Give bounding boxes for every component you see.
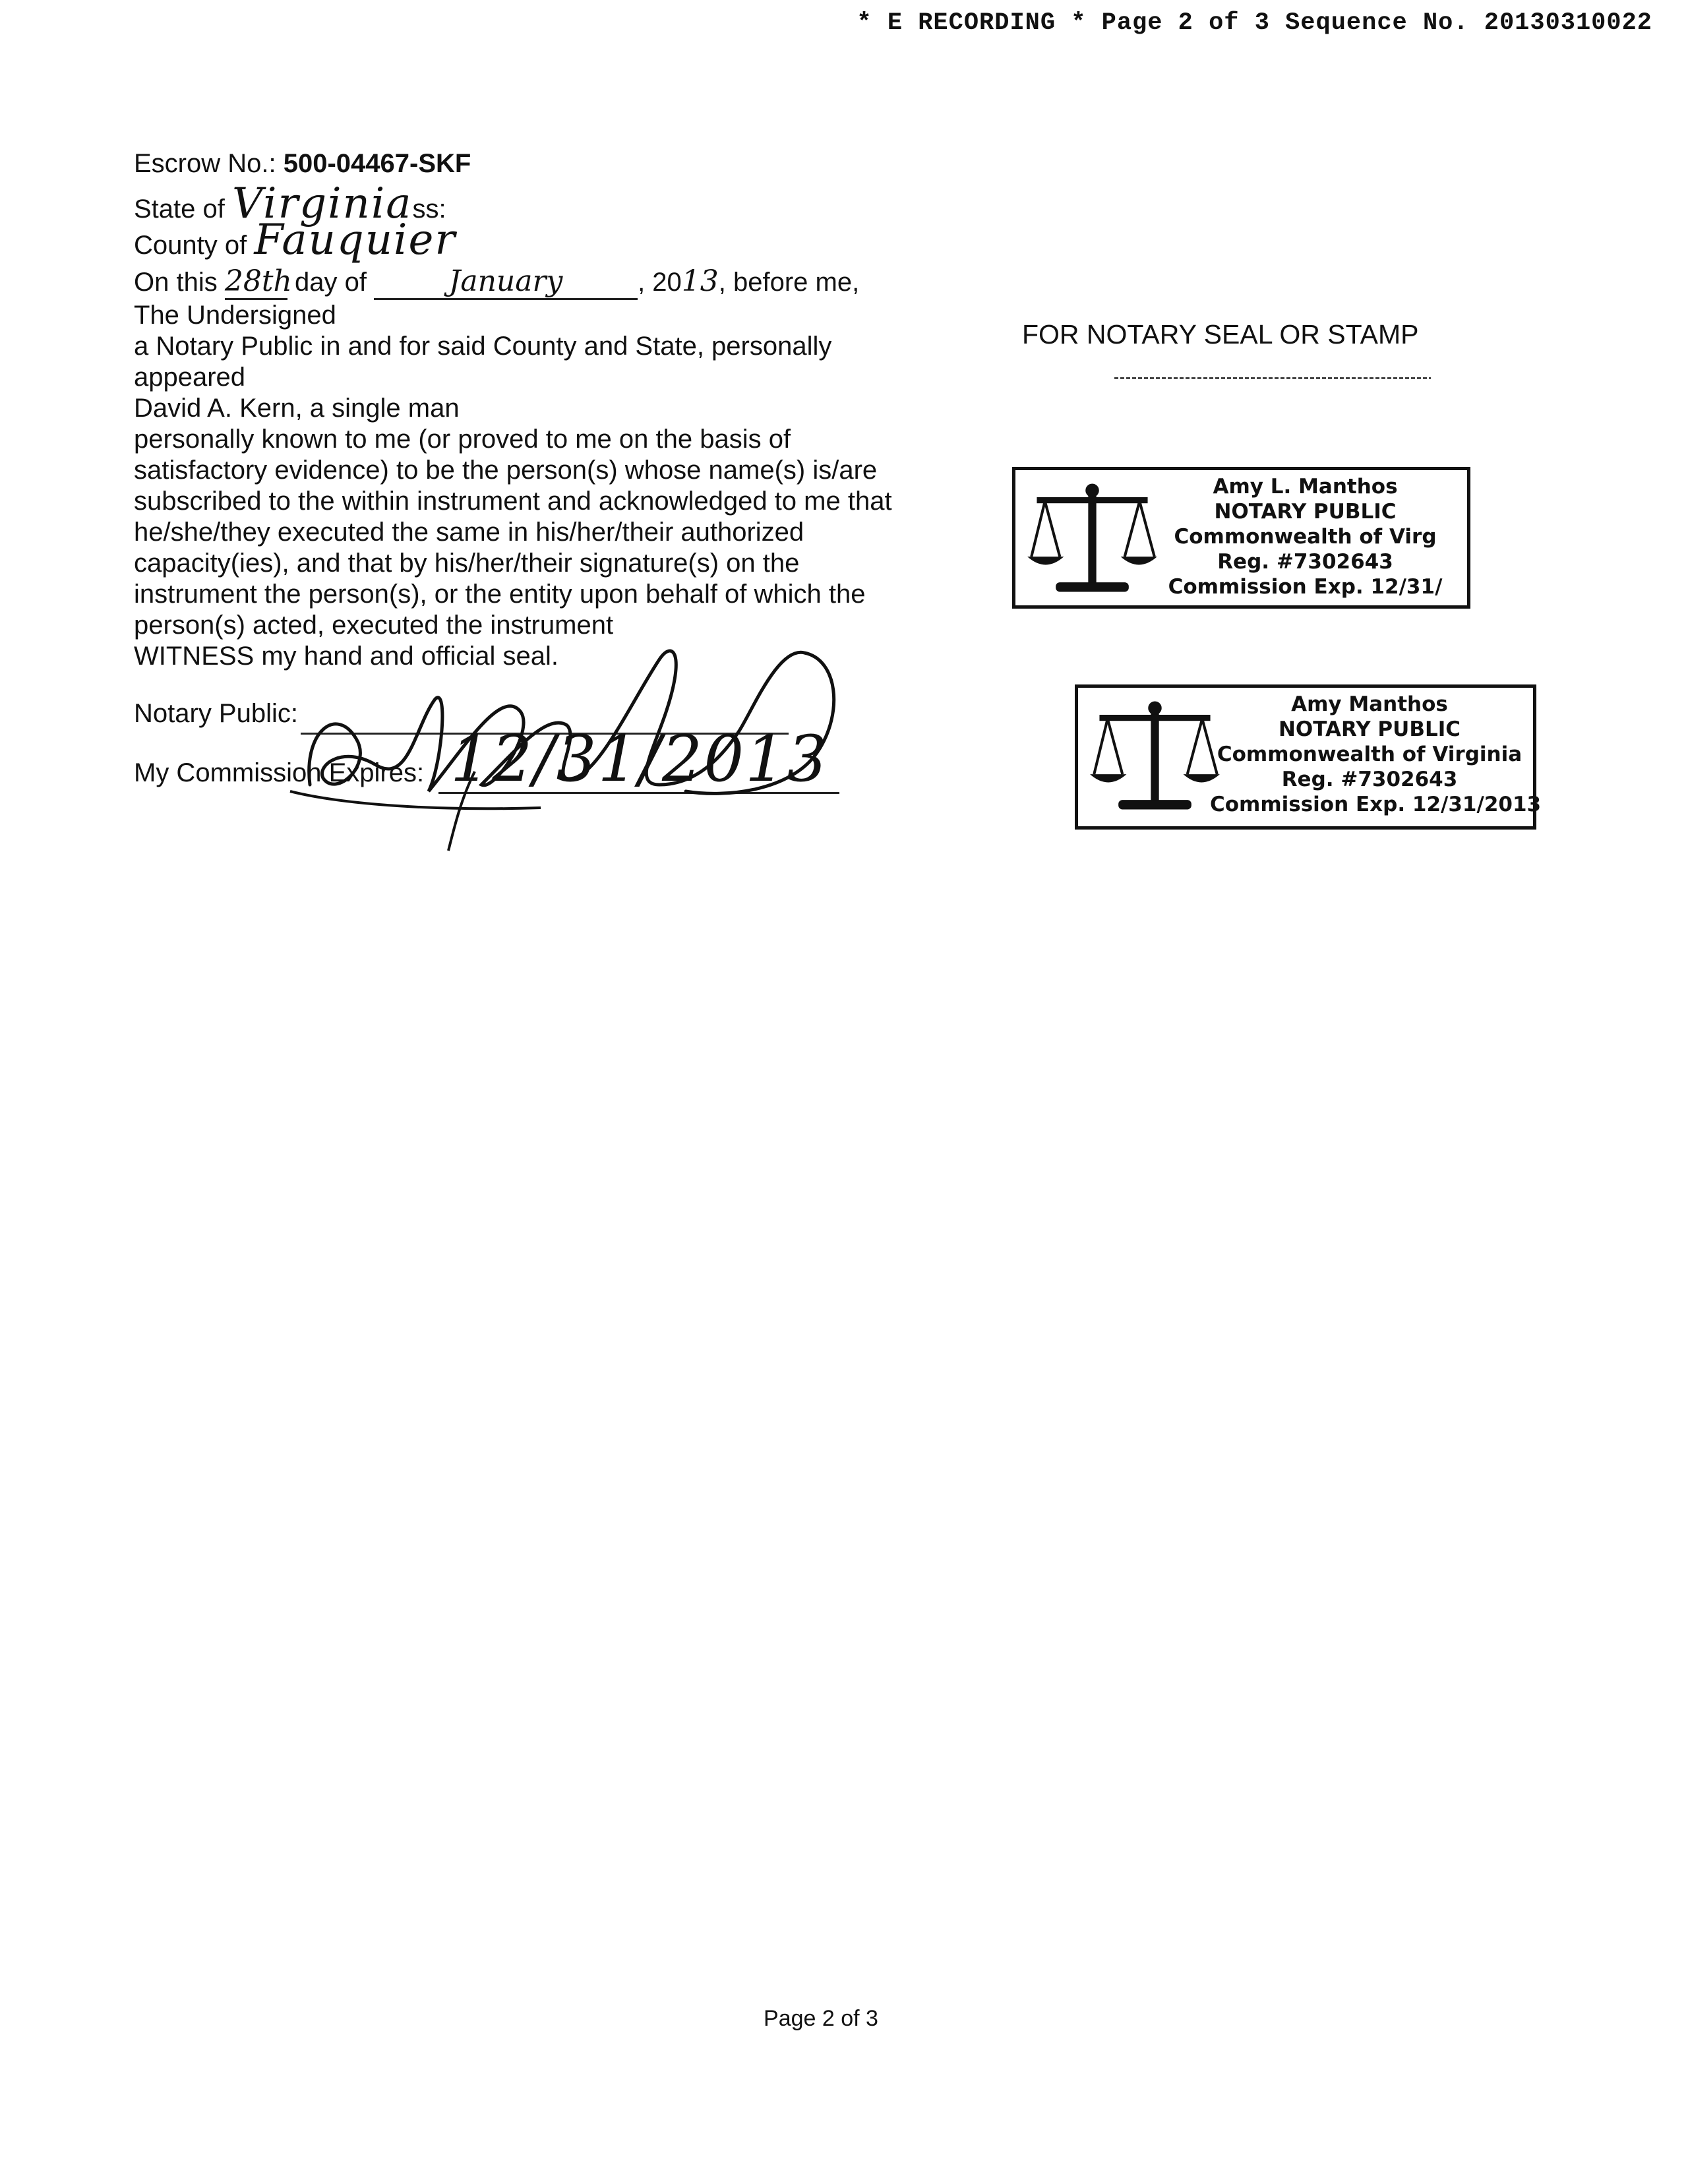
stamp-expiration: Commission Exp. 12/31/ bbox=[1168, 575, 1443, 599]
acknowledgment-block bbox=[134, 148, 945, 797]
stamp-jurisdiction: Commonwealth of Virg bbox=[1174, 525, 1437, 549]
county-line bbox=[134, 216, 945, 264]
notary-stamp bbox=[1012, 467, 1470, 609]
state-suffix: ss: bbox=[412, 195, 446, 224]
notary-intro: a Notary Public in and for said County and State, personally bbox=[134, 332, 832, 361]
escrow-number: 500-04467-SKF bbox=[283, 149, 471, 178]
commission-line bbox=[438, 792, 839, 794]
seal-area-label: FOR NOTARY SEAL OR STAMP bbox=[1022, 319, 1419, 349]
state-label: State of bbox=[134, 195, 225, 224]
body-line: he/she/they executed the same in his/her/their authorized bbox=[134, 518, 804, 547]
body-line: subscribed to the within instrument and acknowledged to me that bbox=[134, 487, 892, 516]
stamp-title: NOTARY PUBLIC bbox=[1214, 500, 1397, 524]
body-line: person(s) acted, executed the instrument bbox=[134, 611, 614, 640]
date-line bbox=[134, 265, 945, 300]
stamp-jurisdiction: Commonwealth of Virginia bbox=[1217, 743, 1522, 766]
stamp-title: NOTARY PUBLIC bbox=[1278, 717, 1461, 741]
escrow-label: Escrow No.: bbox=[134, 149, 276, 178]
acknowledgment-text bbox=[134, 300, 945, 672]
commission-row bbox=[134, 722, 945, 797]
body-line: capacity(ies), and that by his/her/their signature(s) on the bbox=[134, 549, 800, 578]
escrow-line bbox=[134, 148, 945, 179]
on-this-label: On this bbox=[134, 268, 218, 297]
appearing-person: David A. Kern, a single man bbox=[134, 394, 460, 423]
scales-of-justice-icon bbox=[1087, 698, 1222, 814]
notary-public-label: Notary Public: bbox=[134, 699, 298, 728]
body-line: personally known to me (or proved to me on the basis of bbox=[134, 425, 791, 454]
notary-stamp bbox=[1075, 684, 1542, 830]
stamp-text bbox=[1210, 692, 1542, 817]
seal-area-underline bbox=[1114, 377, 1431, 379]
stamp-notary-name: Amy L. Manthos bbox=[1213, 475, 1398, 499]
year-prefix: , 20 bbox=[638, 268, 682, 297]
stamp-notary-name: Amy Manthos bbox=[1291, 692, 1448, 716]
body-line: satisfactory evidence) to be the person(s) whose name(s) is/are bbox=[134, 456, 878, 485]
stamp-text bbox=[1147, 474, 1463, 599]
scales-of-justice-icon bbox=[1025, 481, 1160, 596]
officer-name: The Undersigned bbox=[134, 301, 336, 330]
county-label: County of bbox=[134, 231, 247, 260]
body-line: instrument the person(s), or the entity upon behalf of which the bbox=[134, 580, 866, 609]
appeared-label: appeared bbox=[134, 363, 246, 392]
stamp-registration: Reg. #7302643 bbox=[1217, 550, 1393, 574]
state-handwritten: Virginia bbox=[232, 179, 413, 228]
recording-header: * E RECORDING * Page 2 of 3 Sequence No. 20130310022 bbox=[857, 9, 1652, 37]
stamp-registration: Reg. #7302643 bbox=[1281, 768, 1458, 791]
stamp-expiration: Commission Exp. 12/31/2013 bbox=[1210, 793, 1542, 816]
month-handwritten: January bbox=[374, 265, 638, 300]
day-handwritten: 28th bbox=[225, 265, 287, 300]
witness-line: WITNESS my hand and official seal. bbox=[134, 642, 558, 671]
year-handwritten: 13 bbox=[681, 264, 719, 298]
before-me-label: , before me, bbox=[718, 268, 860, 297]
commission-date-handwritten: 12/31/2013 bbox=[450, 722, 829, 796]
page-footer: Page 2 of 3 bbox=[764, 2006, 878, 2031]
commission-label: My Commission Expires: bbox=[134, 758, 425, 787]
county-handwritten: Fauquier bbox=[254, 216, 456, 264]
day-of-label: day of bbox=[294, 268, 367, 297]
